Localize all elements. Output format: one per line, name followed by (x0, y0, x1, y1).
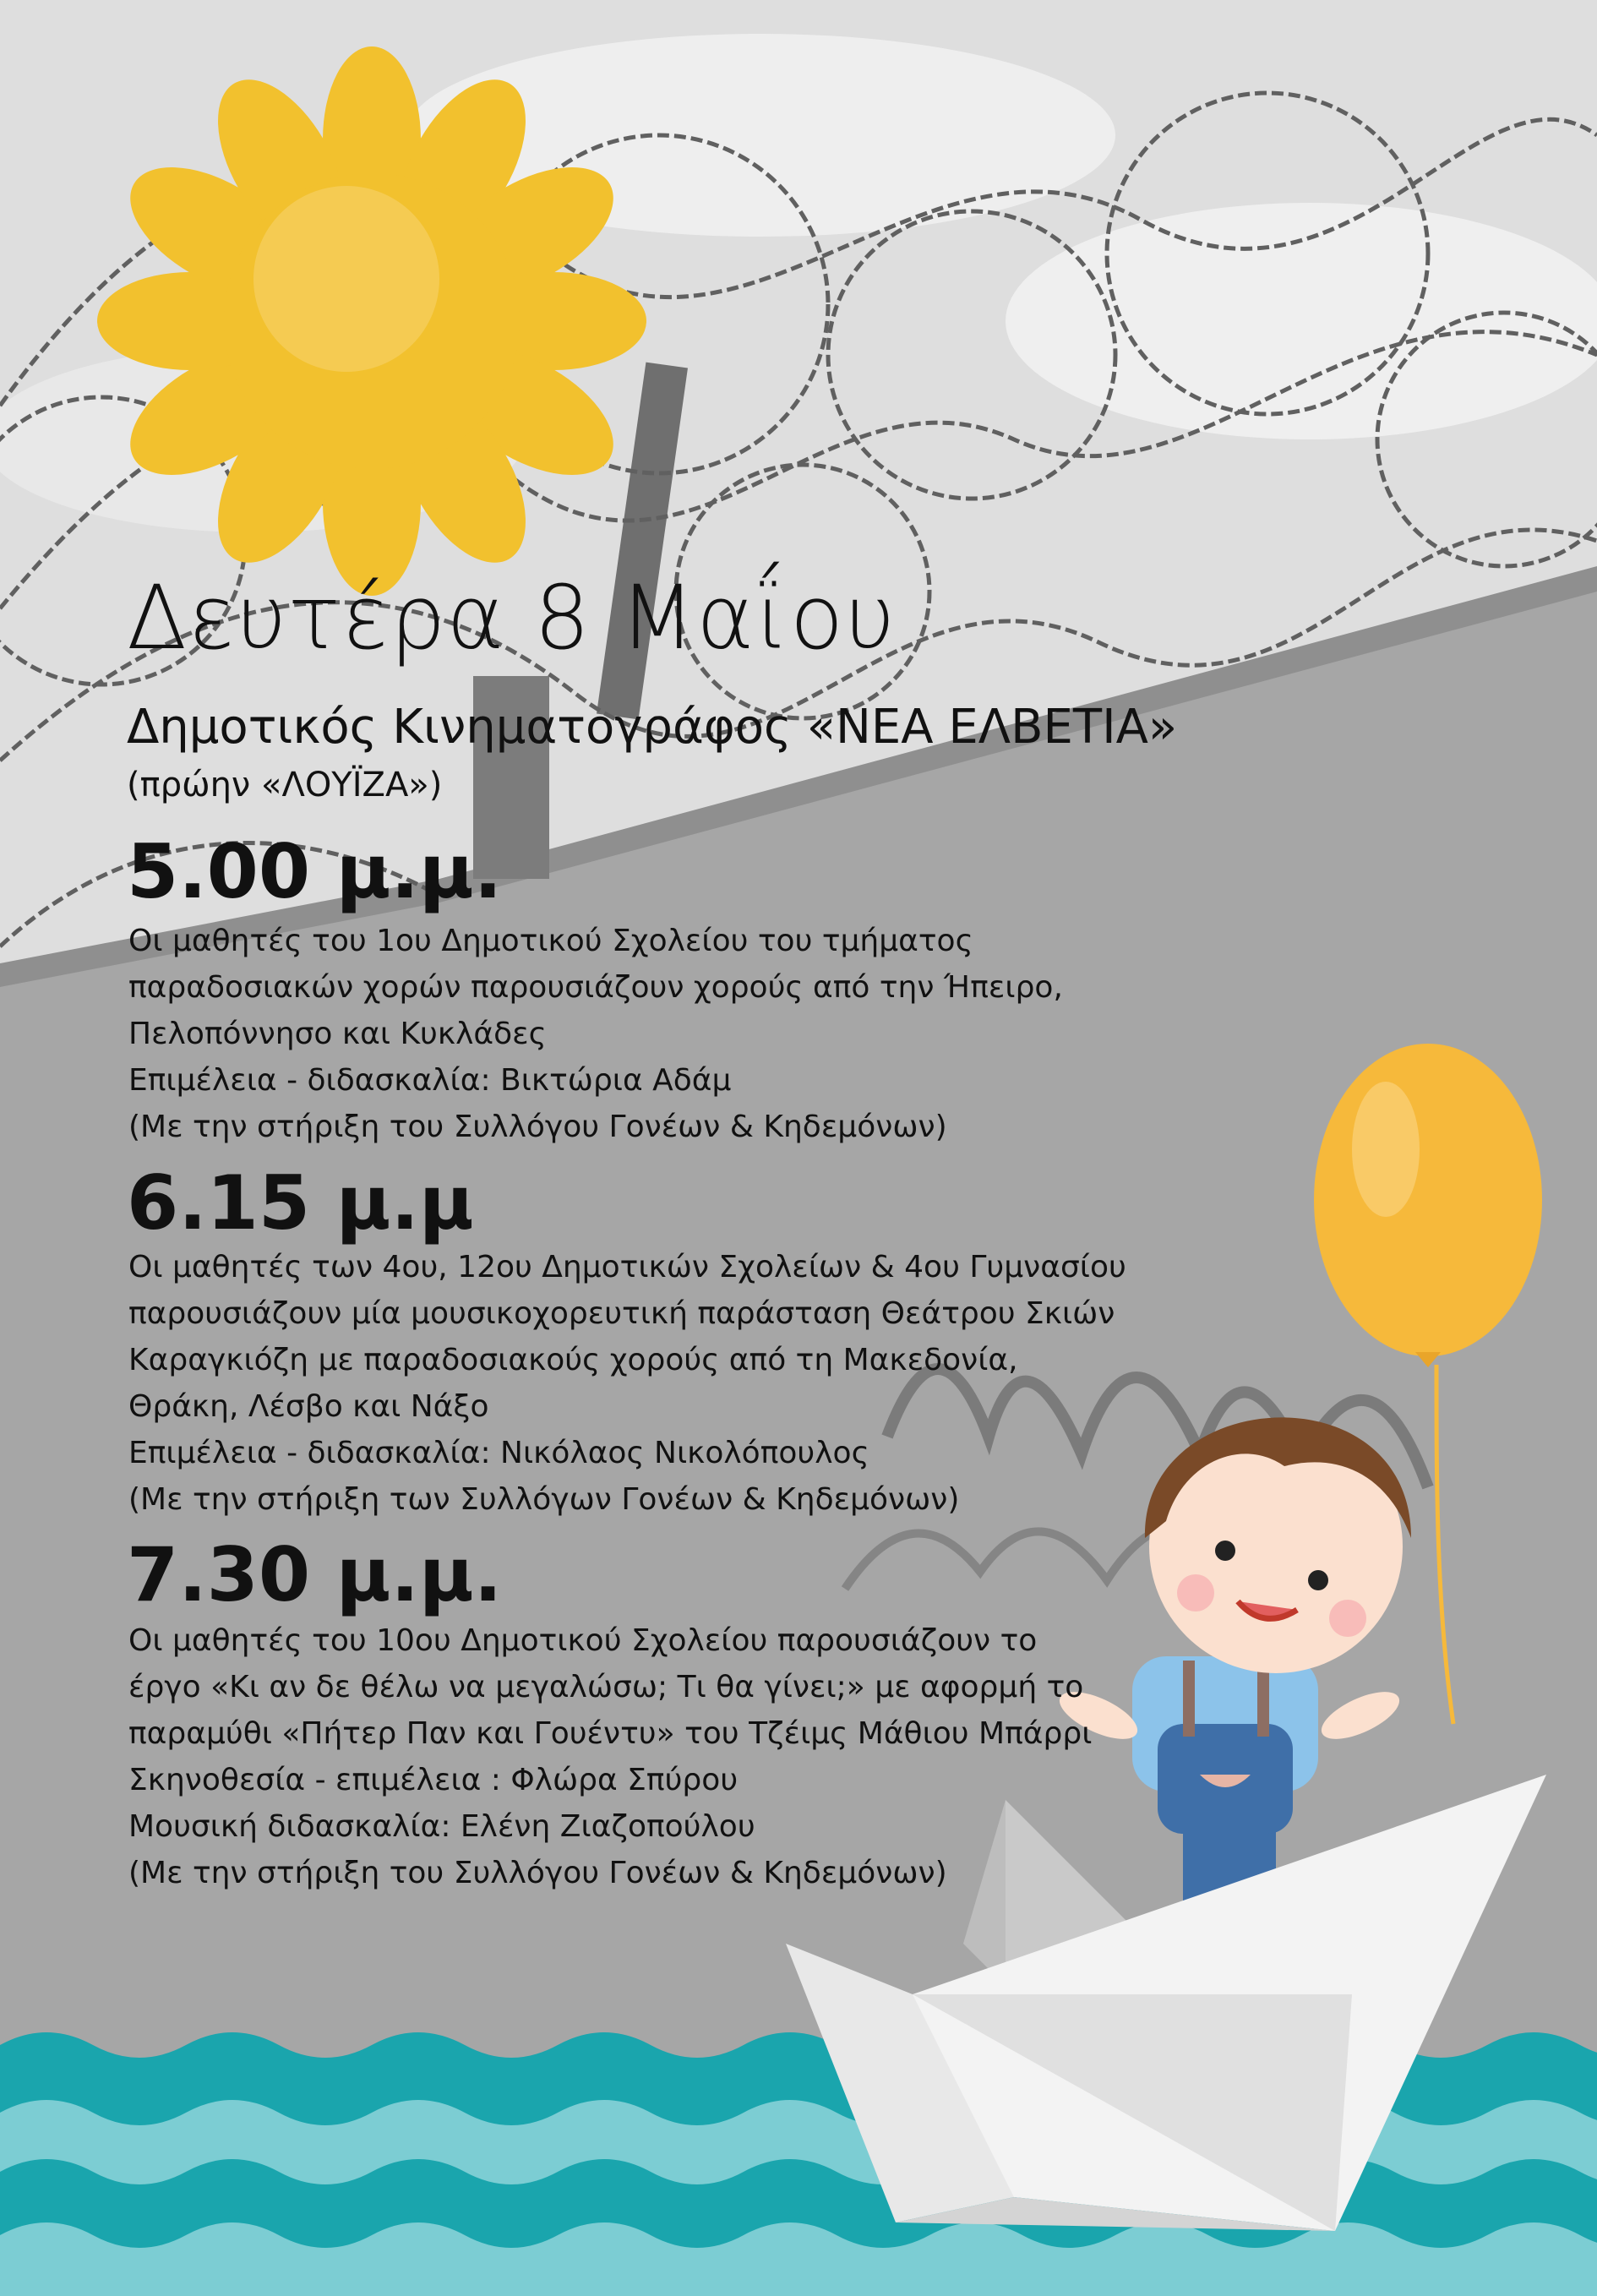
venue-name: Δημοτικός Κινηματογράφος «ΝΕΑ ΕΛΒΕΤΙΑ» (127, 700, 1178, 755)
event-time: 6.15 μ.μ (127, 1159, 474, 1246)
event-description (128, 918, 1063, 1150)
event-time: 5.00 μ.μ. (127, 828, 503, 915)
event-line: Οι μαθητές του 10ου Δημοτικού Σχολείου παρουσιάζουν το (128, 1623, 1038, 1658)
event-line: Οι μαθητές των 4ου, 12ου Δημοτικών Σχολείων & 4ου Γυμνασίου (128, 1250, 1126, 1284)
event-description (128, 1244, 1126, 1523)
event-line: (Με την στήριξη των Συλλόγων Γονέων & Κηδεμόνων) (128, 1482, 960, 1517)
page-title: Δευτέρα 8 Μαΐου (127, 566, 897, 669)
event-line: έργο «Κι αν δε θέλω να μεγαλώσω; Τι θα γίνει;» με αφορμή το (128, 1670, 1084, 1704)
event-line: παραδοσιακών χορών παρουσιάζουν χορούς από την Ήπειρο, (128, 970, 1063, 1005)
event-description (128, 1617, 1092, 1896)
event-line: Πελοπόννησο και Κυκλάδες (128, 1017, 547, 1051)
event-line: παρουσιάζουν μία μουσικοχορευτική παράσταση Θεάτρου Σκιών (128, 1296, 1115, 1331)
event-line: Σκηνοθεσία - επιμέλεια : Φλώρα Σπύρου (128, 1763, 739, 1797)
event-time: 7.30 μ.μ. (127, 1531, 503, 1618)
event-line: (Με την στήριξη του Συλλόγου Γονέων & Κηδεμόνων) (128, 1110, 947, 1144)
event-line: Καραγκιόζη με παραδοσιακούς χορούς από τη Μακεδονία, (128, 1343, 1018, 1377)
event-line: Επιμέλεια - διδασκαλία: Νικόλαος Νικολόπουλος (128, 1436, 869, 1470)
event-line: Επιμέλεια - διδασκαλία: Βικτώρια Αδάμ (128, 1063, 732, 1098)
venue-note: (πρώην «ΛΟΥΪΖΑ») (127, 766, 443, 804)
event-line: παραμύθι «Πήτερ Παν και Γουέντυ» του Τζέιμς Μάθιου Μπάρρι (128, 1716, 1093, 1751)
event-line: Μουσική διδασκαλία: Ελένη Ζιαζοπούλου (128, 1809, 755, 1844)
event-line: (Με την στήριξη του Συλλόγου Γονέων & Κηδεμόνων) (128, 1856, 947, 1890)
event-line: Θράκη, Λέσβο και Νάξο (128, 1389, 489, 1424)
event-line: Οι μαθητές του 1ου Δημοτικού Σχολείου του τμήματος (128, 924, 973, 958)
